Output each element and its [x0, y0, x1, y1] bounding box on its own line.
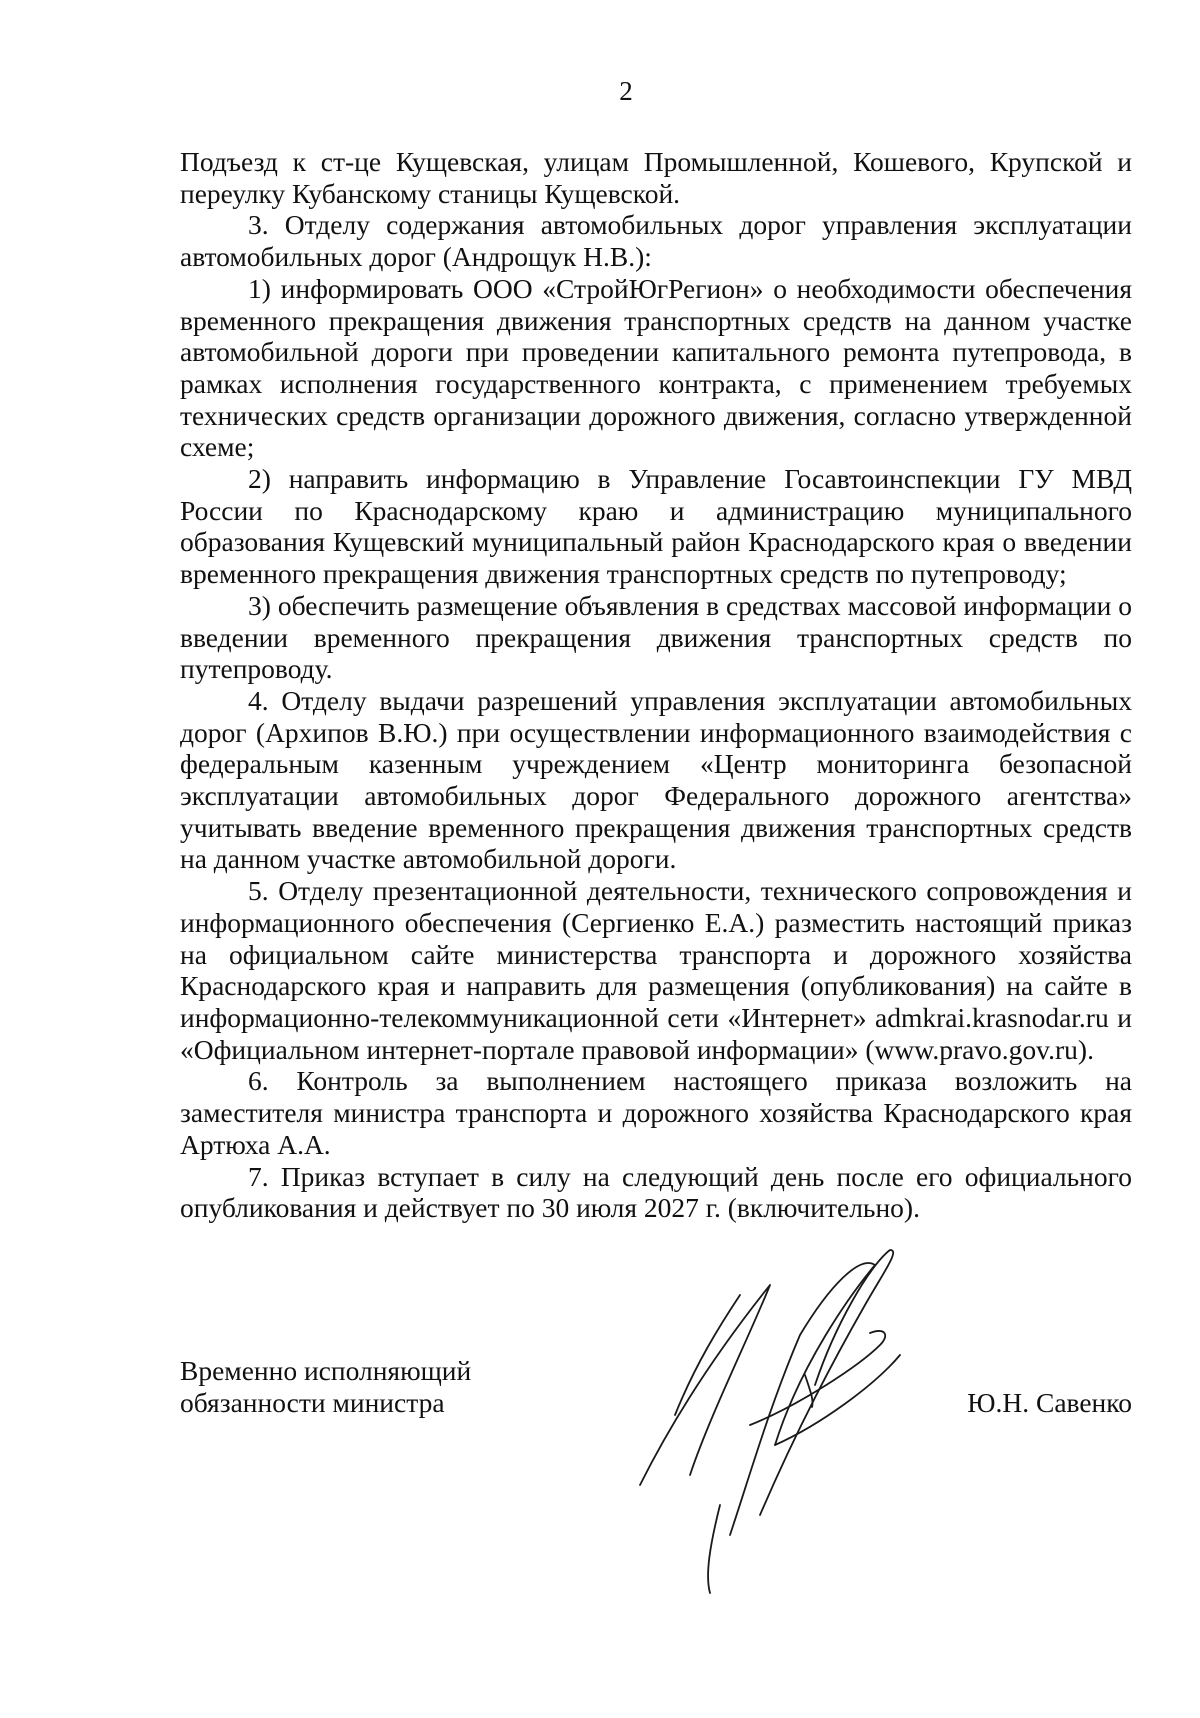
paragraph-item-6: 6. Контроль за выполнением настоящего приказа возложить на заместителя министра транспорта и дорожного хозяйства Краснодарского края Артюха А.А. — [180, 1065, 1132, 1160]
signer-title-line-2: обязанности министра — [180, 1387, 445, 1418]
paragraph-item-5: 5. Отделу презентационной деятельности, технического сопровождения и информационного обеспечения (Сергиенко Е.А.) разместить настоящий приказ на официальном сайте министерства транспорта и дорожного хозяйства Краснодарского края и направить для размещения (опубликования) на сайте в информационно-телекоммуникационной сети «Интернет» admkrai.krasnodar.ru и «Официальном интернет-портале правовой информации» (www.pravo.gov.ru). — [180, 875, 1132, 1065]
signature-block — [180, 1355, 1132, 1455]
paragraph-item-3: 3. Отделу содержания автомобильных дорог управления эксплуатации автомобильных дорог (Андрощук Н.В.): — [180, 209, 1132, 273]
paragraph-subitem-3-2: 2) направить информацию в Управление Госавтоинспекции ГУ МВД России по Краснодарскому краю и администрацию муниципального образования Кущевский муниципальный район Краснодарского края о введении временного прекращения движения транспортных средств по путепроводу; — [180, 463, 1132, 590]
paragraph-subitem-3-3: 3) обеспечить размещение объявления в средствах массовой информации о введении временного прекращения движения транспортных средств по путепроводу. — [180, 589, 1132, 685]
document-body — [180, 146, 1132, 1224]
signer-name: Ю.Н. Савенко — [967, 1387, 1132, 1418]
paragraph-item-4: 4. Отделу выдачи разрешений управления эксплуатации автомобильных дорог (Архипов В.Ю.) при осуществлении информационного взаимодействия с федеральным казенным учреждением «Центр мониторинга безопасной эксплуатации автомобильных дорог Федерального дорожного агентства» учитывать введение временного прекращения движения транспортных средств на данном участке автомобильной дороги. — [180, 684, 1132, 875]
signer-title-line-1: Временно исполняющий — [180, 1355, 472, 1386]
page-number: 2 — [619, 76, 633, 106]
paragraph-item-7: 7. Приказ вступает в силу на следующий день после его официального опубликования и действует по 30 июля 2027 г. (включительно). — [180, 1160, 1132, 1224]
paragraph-continuation: Подъезд к ст-це Кущевская, улицам Промышленной, Кошевого, Крупской и переулку Кубанскому станицы Кущевской. — [180, 146, 1132, 209]
paragraph-subitem-3-1: 1) информировать ООО «СтройЮгРегион» о необходимости обеспечения временного прекращения движения транспортных средств на данном участке автомобильной дороги при проведении капитального ремонта путепровода, в рамках исполнения государственного контракта, с применением требуемых технических средств организации дорожного движения, согласно утвержденной схеме; — [180, 272, 1132, 463]
